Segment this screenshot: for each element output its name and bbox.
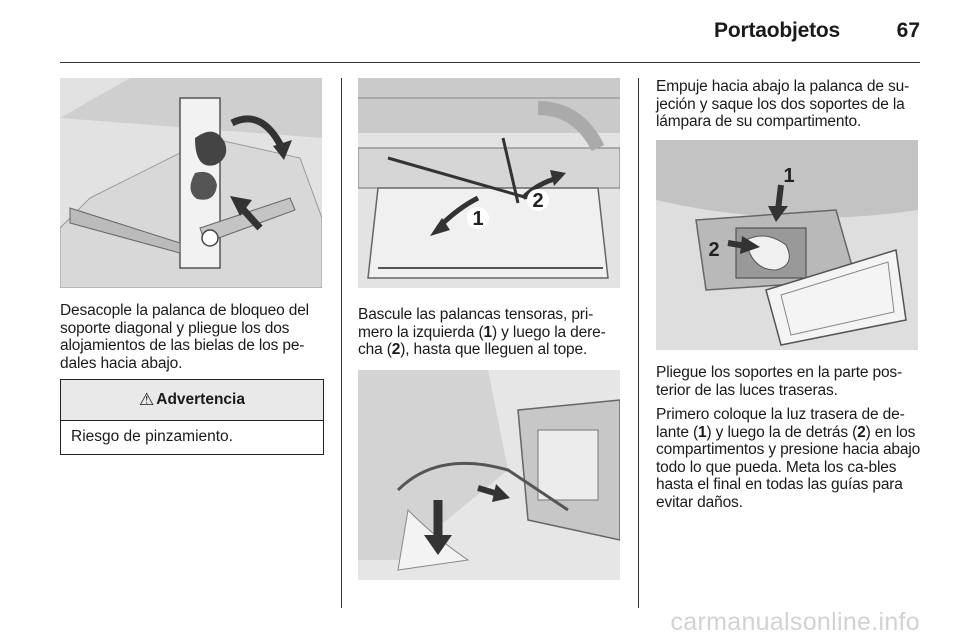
callout-number: 2 — [708, 239, 720, 261]
instruction-text: Bascule las palancas tensoras, pri-mero la izquierda (1) y luego la dere-cha (2), hasta que lleguen al tope. — [358, 306, 606, 358]
warning-title: Advertencia — [156, 391, 245, 408]
callout-number: 2 — [532, 190, 544, 212]
warning-header — [61, 380, 323, 421]
warning-body: Riesgo de pinzamiento. — [71, 428, 233, 445]
page-title: Portaobjetos — [714, 19, 840, 42]
callout-number: 1 — [472, 208, 484, 230]
warning-box — [60, 379, 324, 455]
instruction-text: Primero coloque la luz trasera de de-lante (1) y luego la de detrás (2) en los compartimentos y presione hacia abajo todo lo que pueda. Meta los ca-bles hasta el final en todas las guías para evitar daños. — [656, 406, 921, 511]
warning-triangle-icon: ⚠ — [139, 390, 155, 409]
illustration-lamp-holders — [656, 140, 918, 350]
page-header — [60, 0, 920, 63]
callout-number: 1 — [783, 165, 795, 187]
column-divider — [341, 78, 342, 608]
instruction-text: Empuje hacia abajo la palanca de su-jeción y saque los dos soportes de la lámpara de su compartimento. — [656, 78, 910, 130]
page-number: 67 — [896, 19, 920, 42]
illustration-pedal-lock-lever — [60, 78, 322, 288]
instruction-text: Desacople la palanca de bloqueo del soporte diagonal y pliegue los dos alojamientos de las bielas de los pe-dales hacia abajo. — [60, 302, 309, 372]
instruction-text: Pliegue los soportes en la parte pos-terior de las luces traseras. — [656, 364, 903, 399]
watermark: carmanualsonline.info — [670, 608, 920, 636]
illustration-tilting-lamp — [358, 370, 620, 580]
illustration-tension-levers — [358, 78, 620, 288]
column-divider — [638, 78, 639, 608]
